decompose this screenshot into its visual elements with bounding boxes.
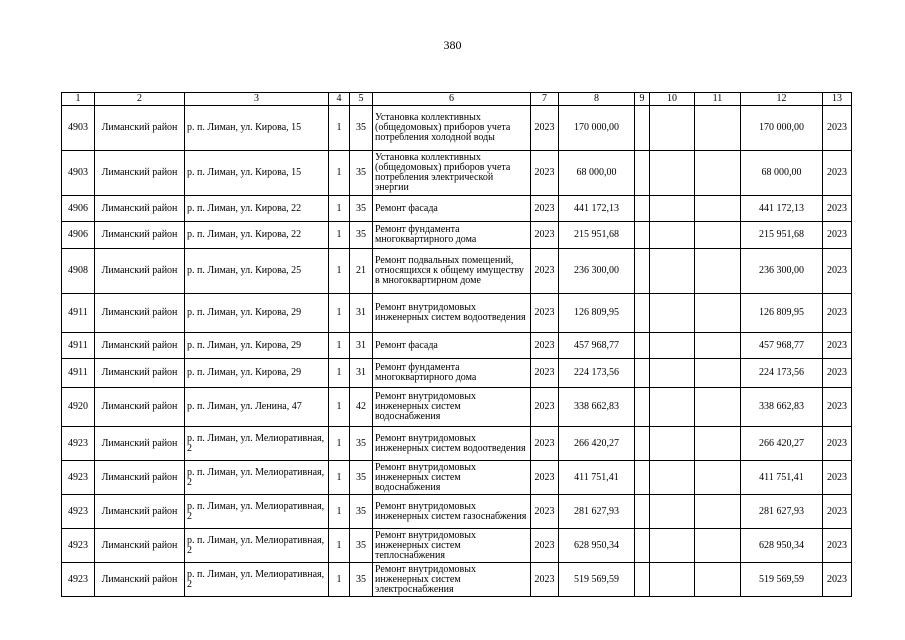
column-11-cell <box>695 359 741 388</box>
column-10-cell <box>650 151 695 196</box>
column-12-cell: 338 662,83 <box>741 388 823 427</box>
column-header: 7 <box>531 93 559 106</box>
district-cell: Лиманский район <box>95 495 185 529</box>
address-cell: р. п. Лиман, ул. Кирова, 29 <box>185 333 329 359</box>
total-cost-cell: 338 662,83 <box>559 388 635 427</box>
column-5-cell: 35 <box>350 196 373 222</box>
column-13-cell: 2023 <box>823 427 852 461</box>
work-type-cell: Ремонт внутридомовых инженерных систем газоснабжения <box>373 495 531 529</box>
column-number-row <box>62 93 852 106</box>
object-id-cell: 4923 <box>62 529 95 563</box>
work-type-cell: Ремонт подвальных помещений, относящихся к общему имуществу в многоквартирном доме <box>373 249 531 294</box>
column-13-cell: 2023 <box>823 249 852 294</box>
table-row <box>62 249 852 294</box>
register-body <box>62 106 852 597</box>
object-id-cell: 4911 <box>62 333 95 359</box>
column-12-cell: 236 300,00 <box>741 249 823 294</box>
column-13-cell: 2023 <box>823 461 852 495</box>
column-10-cell <box>650 461 695 495</box>
work-type-cell: Ремонт внутридомовых инженерных систем водоотведения <box>373 294 531 333</box>
column-10-cell <box>650 563 695 597</box>
column-header: 8 <box>559 93 635 106</box>
column-12-cell: 519 569,59 <box>741 563 823 597</box>
column-4-cell: 1 <box>329 196 350 222</box>
table-row <box>62 196 852 222</box>
object-id-cell: 4906 <box>62 222 95 249</box>
object-id-cell: 4923 <box>62 461 95 495</box>
column-12-cell: 457 968,77 <box>741 333 823 359</box>
table-row <box>62 333 852 359</box>
column-9-cell <box>635 461 650 495</box>
address-cell: р. п. Лиман, ул. Кирова, 25 <box>185 249 329 294</box>
total-cost-cell: 411 751,41 <box>559 461 635 495</box>
column-11-cell <box>695 461 741 495</box>
address-cell: р. п. Лиман, ул. Кирова, 15 <box>185 106 329 151</box>
column-12-cell: 126 809,95 <box>741 294 823 333</box>
object-id-cell: 4923 <box>62 563 95 597</box>
column-4-cell: 1 <box>329 106 350 151</box>
object-id-cell: 4908 <box>62 249 95 294</box>
column-9-cell <box>635 294 650 333</box>
work-type-cell: Установка коллективных (общедомовых) приборов учета потребления холодной воды <box>373 106 531 151</box>
table-row <box>62 529 852 563</box>
table-row <box>62 495 852 529</box>
work-type-cell: Ремонт внутридомовых инженерных систем теплоснабжения <box>373 529 531 563</box>
column-10-cell <box>650 222 695 249</box>
total-cost-cell: 236 300,00 <box>559 249 635 294</box>
column-12-cell: 266 420,27 <box>741 427 823 461</box>
column-4-cell: 1 <box>329 388 350 427</box>
address-cell: р. п. Лиман, ул. Кирова, 22 <box>185 222 329 249</box>
column-5-cell: 31 <box>350 294 373 333</box>
column-10-cell <box>650 106 695 151</box>
column-header: 2 <box>95 93 185 106</box>
column-10-cell <box>650 427 695 461</box>
column-4-cell: 1 <box>329 333 350 359</box>
total-cost-cell: 224 173,56 <box>559 359 635 388</box>
column-header: 10 <box>650 93 695 106</box>
column-13-cell: 2023 <box>823 359 852 388</box>
column-5-cell: 35 <box>350 495 373 529</box>
table-row <box>62 427 852 461</box>
column-12-cell: 441 172,13 <box>741 196 823 222</box>
column-11-cell <box>695 563 741 597</box>
district-cell: Лиманский район <box>95 461 185 495</box>
table-row <box>62 563 852 597</box>
table-row <box>62 106 852 151</box>
object-id-cell: 4911 <box>62 359 95 388</box>
column-header: 3 <box>185 93 329 106</box>
district-cell: Лиманский район <box>95 333 185 359</box>
address-cell: р. п. Лиман, ул. Мелиоративная, 2 <box>185 427 329 461</box>
table-row <box>62 461 852 495</box>
year-cell: 2023 <box>531 529 559 563</box>
address-cell: р. п. Лиман, ул. Кирова, 22 <box>185 196 329 222</box>
total-cost-cell: 68 000,00 <box>559 151 635 196</box>
year-cell: 2023 <box>531 333 559 359</box>
work-type-cell: Ремонт фасада <box>373 196 531 222</box>
year-cell: 2023 <box>531 196 559 222</box>
object-id-cell: 4911 <box>62 294 95 333</box>
work-type-cell: Ремонт внутридомовых инженерных систем водоснабжения <box>373 388 531 427</box>
column-10-cell <box>650 388 695 427</box>
column-11-cell <box>695 294 741 333</box>
column-4-cell: 1 <box>329 563 350 597</box>
work-type-cell: Ремонт фундамента многоквартирного дома <box>373 222 531 249</box>
column-header: 4 <box>329 93 350 106</box>
column-9-cell <box>635 529 650 563</box>
column-11-cell <box>695 388 741 427</box>
year-cell: 2023 <box>531 427 559 461</box>
column-5-cell: 35 <box>350 151 373 196</box>
column-header: 12 <box>741 93 823 106</box>
column-11-cell <box>695 427 741 461</box>
column-5-cell: 35 <box>350 106 373 151</box>
address-cell: р. п. Лиман, ул. Кирова, 15 <box>185 151 329 196</box>
year-cell: 2023 <box>531 106 559 151</box>
work-type-cell: Ремонт фундамента многоквартирного дома <box>373 359 531 388</box>
total-cost-cell: 281 627,93 <box>559 495 635 529</box>
object-id-cell: 4923 <box>62 427 95 461</box>
column-11-cell <box>695 495 741 529</box>
column-13-cell: 2023 <box>823 388 852 427</box>
district-cell: Лиманский район <box>95 427 185 461</box>
year-cell: 2023 <box>531 222 559 249</box>
total-cost-cell: 266 420,27 <box>559 427 635 461</box>
column-12-cell: 68 000,00 <box>741 151 823 196</box>
year-cell: 2023 <box>531 388 559 427</box>
year-cell: 2023 <box>531 461 559 495</box>
column-12-cell: 224 173,56 <box>741 359 823 388</box>
district-cell: Лиманский район <box>95 388 185 427</box>
column-12-cell: 628 950,34 <box>741 529 823 563</box>
column-10-cell <box>650 333 695 359</box>
object-id-cell: 4903 <box>62 106 95 151</box>
column-header: 9 <box>635 93 650 106</box>
table-row <box>62 151 852 196</box>
column-13-cell: 2023 <box>823 222 852 249</box>
column-5-cell: 31 <box>350 359 373 388</box>
object-id-cell: 4920 <box>62 388 95 427</box>
column-13-cell: 2023 <box>823 151 852 196</box>
column-11-cell <box>695 249 741 294</box>
column-9-cell <box>635 222 650 249</box>
column-5-cell: 35 <box>350 222 373 249</box>
column-header: 5 <box>350 93 373 106</box>
column-12-cell: 411 751,41 <box>741 461 823 495</box>
table-row <box>62 222 852 249</box>
column-4-cell: 1 <box>329 249 350 294</box>
column-4-cell: 1 <box>329 495 350 529</box>
page-number: 380 <box>443 38 462 52</box>
address-cell: р. п. Лиман, ул. Мелиоративная, 2 <box>185 563 329 597</box>
work-type-cell: Ремонт внутридомовых инженерных систем водоснабжения <box>373 461 531 495</box>
column-5-cell: 42 <box>350 388 373 427</box>
column-4-cell: 1 <box>329 222 350 249</box>
column-9-cell <box>635 495 650 529</box>
year-cell: 2023 <box>531 151 559 196</box>
table-row <box>62 388 852 427</box>
work-type-cell: Ремонт внутридомовых инженерных систем электроснабжения <box>373 563 531 597</box>
column-13-cell: 2023 <box>823 294 852 333</box>
column-9-cell <box>635 106 650 151</box>
column-4-cell: 1 <box>329 359 350 388</box>
year-cell: 2023 <box>531 563 559 597</box>
year-cell: 2023 <box>531 359 559 388</box>
column-13-cell: 2023 <box>823 495 852 529</box>
address-cell: р. п. Лиман, ул. Кирова, 29 <box>185 359 329 388</box>
table-row <box>62 359 852 388</box>
district-cell: Лиманский район <box>95 563 185 597</box>
column-9-cell <box>635 196 650 222</box>
district-cell: Лиманский район <box>95 222 185 249</box>
district-cell: Лиманский район <box>95 106 185 151</box>
total-cost-cell: 441 172,13 <box>559 196 635 222</box>
column-12-cell: 215 951,68 <box>741 222 823 249</box>
column-12-cell: 170 000,00 <box>741 106 823 151</box>
column-9-cell <box>635 359 650 388</box>
column-10-cell <box>650 529 695 563</box>
column-11-cell <box>695 333 741 359</box>
column-9-cell <box>635 388 650 427</box>
district-cell: Лиманский район <box>95 196 185 222</box>
column-13-cell: 2023 <box>823 106 852 151</box>
column-11-cell <box>695 151 741 196</box>
year-cell: 2023 <box>531 294 559 333</box>
column-9-cell <box>635 333 650 359</box>
column-10-cell <box>650 359 695 388</box>
object-id-cell: 4906 <box>62 196 95 222</box>
district-cell: Лиманский район <box>95 359 185 388</box>
column-4-cell: 1 <box>329 151 350 196</box>
column-12-cell: 281 627,93 <box>741 495 823 529</box>
column-4-cell: 1 <box>329 529 350 563</box>
column-5-cell: 35 <box>350 461 373 495</box>
district-cell: Лиманский район <box>95 294 185 333</box>
address-cell: р. п. Лиман, ул. Мелиоративная, 2 <box>185 529 329 563</box>
column-10-cell <box>650 495 695 529</box>
column-10-cell <box>650 249 695 294</box>
column-11-cell <box>695 529 741 563</box>
column-5-cell: 31 <box>350 333 373 359</box>
column-9-cell <box>635 427 650 461</box>
column-9-cell <box>635 151 650 196</box>
object-id-cell: 4903 <box>62 151 95 196</box>
work-type-cell: Ремонт внутридомовых инженерных систем водоотведения <box>373 427 531 461</box>
address-cell: р. п. Лиман, ул. Ленина, 47 <box>185 388 329 427</box>
district-cell: Лиманский район <box>95 529 185 563</box>
column-4-cell: 1 <box>329 461 350 495</box>
column-header: 6 <box>373 93 531 106</box>
column-11-cell <box>695 106 741 151</box>
column-13-cell: 2023 <box>823 196 852 222</box>
column-13-cell: 2023 <box>823 333 852 359</box>
district-cell: Лиманский район <box>95 249 185 294</box>
column-header: 11 <box>695 93 741 106</box>
address-cell: р. п. Лиман, ул. Кирова, 29 <box>185 294 329 333</box>
column-header: 13 <box>823 93 852 106</box>
object-id-cell: 4923 <box>62 495 95 529</box>
total-cost-cell: 170 000,00 <box>559 106 635 151</box>
total-cost-cell: 519 569,59 <box>559 563 635 597</box>
column-11-cell <box>695 196 741 222</box>
column-11-cell <box>695 222 741 249</box>
work-type-cell: Установка коллективных (общедомовых) приборов учета потребления электрической энергии <box>373 151 531 196</box>
column-header: 1 <box>62 93 95 106</box>
address-cell: р. п. Лиман, ул. Мелиоративная, 2 <box>185 495 329 529</box>
column-9-cell <box>635 249 650 294</box>
column-13-cell: 2023 <box>823 529 852 563</box>
column-5-cell: 35 <box>350 427 373 461</box>
work-type-cell: Ремонт фасада <box>373 333 531 359</box>
total-cost-cell: 126 809,95 <box>559 294 635 333</box>
column-13-cell: 2023 <box>823 563 852 597</box>
total-cost-cell: 457 968,77 <box>559 333 635 359</box>
column-5-cell: 21 <box>350 249 373 294</box>
table-row <box>62 294 852 333</box>
column-10-cell <box>650 196 695 222</box>
year-cell: 2023 <box>531 249 559 294</box>
repair-register-table <box>61 92 852 597</box>
column-4-cell: 1 <box>329 427 350 461</box>
total-cost-cell: 215 951,68 <box>559 222 635 249</box>
total-cost-cell: 628 950,34 <box>559 529 635 563</box>
column-9-cell <box>635 563 650 597</box>
column-4-cell: 1 <box>329 294 350 333</box>
district-cell: Лиманский район <box>95 151 185 196</box>
address-cell: р. п. Лиман, ул. Мелиоративная, 2 <box>185 461 329 495</box>
year-cell: 2023 <box>531 495 559 529</box>
column-5-cell: 35 <box>350 563 373 597</box>
column-5-cell: 35 <box>350 529 373 563</box>
column-10-cell <box>650 294 695 333</box>
